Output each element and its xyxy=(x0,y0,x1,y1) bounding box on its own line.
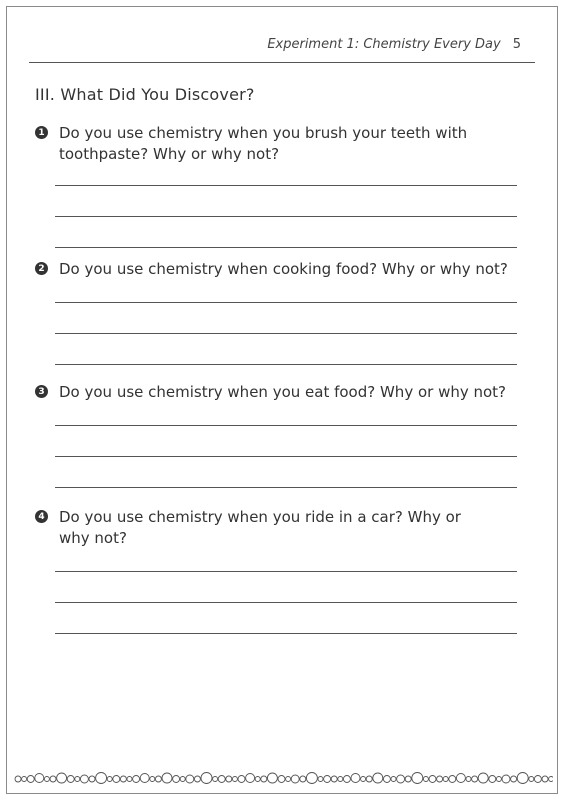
answer-lines-2 xyxy=(55,302,517,365)
answer-line[interactable] xyxy=(55,302,517,303)
bubble-icon xyxy=(133,776,140,783)
answer-lines-4 xyxy=(55,571,517,634)
bubble-icon xyxy=(502,775,510,783)
bubble-icon xyxy=(489,776,496,783)
bubble-icon xyxy=(113,776,120,783)
bubble-icon xyxy=(35,774,44,783)
bubble-icon xyxy=(120,776,126,782)
bubble-icon xyxy=(456,774,465,783)
answer-line[interactable] xyxy=(55,247,517,248)
answer-lines-3 xyxy=(55,425,517,488)
bubble-icon xyxy=(261,776,267,782)
bubble-icon xyxy=(22,777,27,782)
question-text-4-line-2: why not? xyxy=(59,529,127,547)
bubble-icon xyxy=(15,776,21,782)
question-text-1 xyxy=(59,123,467,165)
question-text-3-line-1: Do you use chemistry when you eat food? Why or why not? xyxy=(59,383,507,401)
bubble-icon xyxy=(405,776,411,782)
question-text-1-line-1: Do you use chemistry when you brush your teeth with xyxy=(59,124,468,142)
bubble-icon xyxy=(213,777,218,782)
bubble-icon xyxy=(373,773,383,783)
bubble-icon xyxy=(127,777,132,782)
bubble-icon xyxy=(318,777,323,782)
question-3 xyxy=(35,382,517,488)
bubble-icon xyxy=(449,776,456,783)
bubble-icon xyxy=(140,774,149,783)
answer-line[interactable] xyxy=(55,602,517,603)
bubble-icon xyxy=(443,777,448,782)
bubble-border-svg xyxy=(11,767,553,787)
bubble-icon xyxy=(67,776,74,783)
bubble-icon xyxy=(343,776,350,783)
question-number-1: 1 xyxy=(35,126,48,139)
bubble-icon xyxy=(549,777,553,782)
bubble-icon xyxy=(150,777,155,782)
bubble-icon xyxy=(351,774,360,783)
bubble-icon xyxy=(194,776,200,782)
bubble-icon xyxy=(75,777,80,782)
bubble-icon xyxy=(300,776,306,782)
bubble-icon xyxy=(542,776,548,782)
worksheet-page xyxy=(6,6,558,794)
bubble-icon xyxy=(267,773,277,783)
question-text-2-line-1: Do you use chemistry when cooking food? Why or why not? xyxy=(59,260,508,278)
bubble-icon xyxy=(232,777,237,782)
bubble-icon xyxy=(529,777,534,782)
bubble-icon xyxy=(534,776,541,783)
bubble-icon xyxy=(201,773,212,784)
answer-line[interactable] xyxy=(55,185,517,186)
answer-line[interactable] xyxy=(55,571,517,572)
bubble-chain-icon xyxy=(11,767,553,787)
bubble-icon xyxy=(437,776,443,782)
bubble-icon xyxy=(238,776,245,783)
bubble-icon xyxy=(478,773,488,783)
bubble-icon xyxy=(383,776,390,783)
answer-line[interactable] xyxy=(55,633,517,634)
section-title: III. What Did You Discover? xyxy=(35,85,255,104)
bubble-icon xyxy=(44,777,49,782)
bubble-icon xyxy=(96,773,107,784)
bubble-icon xyxy=(324,776,331,783)
bubble-icon xyxy=(107,777,112,782)
question-4 xyxy=(35,507,517,634)
question-1 xyxy=(35,123,517,248)
bubble-icon xyxy=(331,776,337,782)
answer-line[interactable] xyxy=(55,216,517,217)
bubble-icon xyxy=(186,775,194,783)
answer-line[interactable] xyxy=(55,487,517,488)
bubble-icon xyxy=(57,773,67,783)
bubble-icon xyxy=(246,774,255,783)
question-text-2 xyxy=(59,259,508,280)
bubble-icon xyxy=(412,773,423,784)
bubble-icon xyxy=(218,776,225,783)
bubble-icon xyxy=(423,777,428,782)
question-text-4-line-1: Do you use chemistry when you ride in a car? Why or xyxy=(59,508,461,526)
bubble-icon xyxy=(291,775,299,783)
bubble-icon xyxy=(391,777,396,782)
bubble-icon xyxy=(226,776,232,782)
running-header xyxy=(267,37,521,52)
question-number-2: 2 xyxy=(35,262,48,275)
bubble-icon xyxy=(286,777,291,782)
bubble-icon xyxy=(155,776,161,782)
bubble-icon xyxy=(162,773,172,783)
bubble-icon xyxy=(180,777,185,782)
answer-line[interactable] xyxy=(55,425,517,426)
answer-line[interactable] xyxy=(55,456,517,457)
bubble-icon xyxy=(27,776,34,783)
bubble-icon xyxy=(496,777,501,782)
answer-line[interactable] xyxy=(55,333,517,334)
bubble-icon xyxy=(89,776,95,782)
bubble-icon xyxy=(472,776,478,782)
bubble-icon xyxy=(255,777,260,782)
answer-line[interactable] xyxy=(55,364,517,365)
bubble-icon xyxy=(173,776,180,783)
page-number: 5 xyxy=(512,37,521,52)
bubble-icon xyxy=(278,776,285,783)
bubble-icon xyxy=(338,777,343,782)
bubble-icon xyxy=(397,775,405,783)
header-rule xyxy=(29,62,535,63)
bubble-icon xyxy=(306,773,317,784)
bubble-icon xyxy=(50,776,56,782)
bubble-icon xyxy=(466,777,471,782)
question-text-3 xyxy=(59,382,506,403)
bubble-icon xyxy=(517,773,528,784)
question-number-3: 3 xyxy=(35,385,48,398)
running-title: Experiment 1: Chemistry Every Day xyxy=(267,37,501,52)
question-number-4: 4 xyxy=(35,510,48,523)
question-2 xyxy=(35,259,517,365)
question-text-1-line-2: toothpaste? Why or why not? xyxy=(59,145,280,163)
bubble-icon xyxy=(361,777,366,782)
bubble-icon xyxy=(429,776,436,783)
bubble-icon xyxy=(366,776,372,782)
bubble-icon xyxy=(80,775,88,783)
answer-lines-1 xyxy=(55,185,517,248)
bubble-icon xyxy=(511,776,517,782)
question-text-4 xyxy=(59,507,461,549)
